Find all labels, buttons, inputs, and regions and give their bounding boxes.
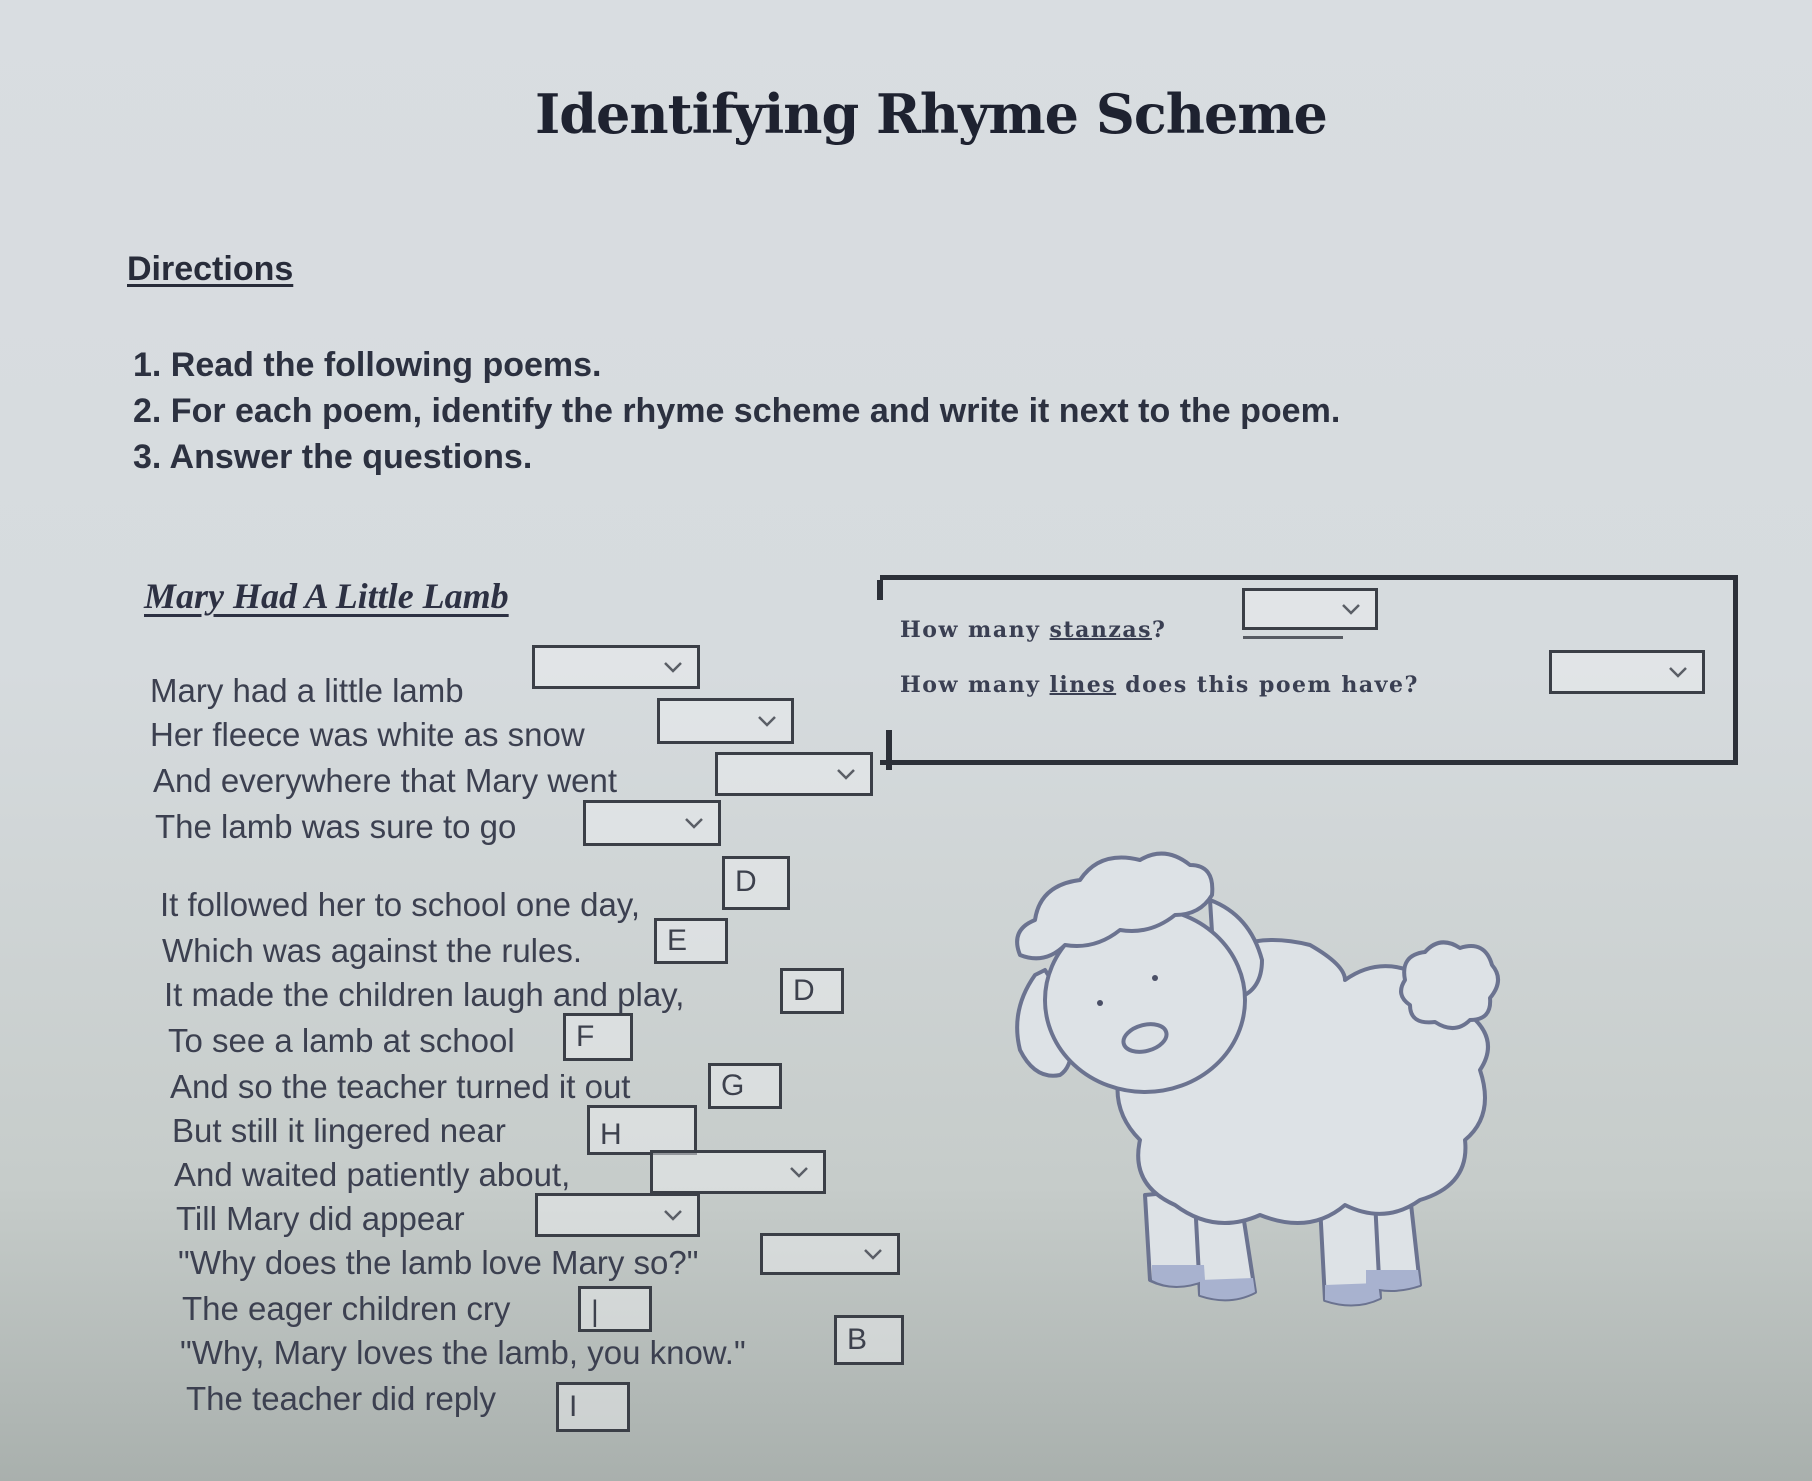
poem-line: Her fleece was white as snow [150, 716, 585, 753]
poem-line: It followed her to school one day, [160, 886, 641, 923]
rhyme-answer-box[interactable]: | [578, 1286, 652, 1332]
answer-blank-line [1243, 636, 1343, 639]
chevron-down-icon [1341, 603, 1361, 615]
question-text: How many [900, 617, 1050, 643]
rhyme-answer-box[interactable]: D [722, 856, 790, 910]
rhyme-dropdown[interactable] [532, 645, 700, 689]
chevron-down-icon [1668, 666, 1688, 678]
rhyme-dropdown[interactable] [715, 752, 873, 796]
chevron-down-icon [863, 1248, 883, 1260]
direction-item: 2. For each poem, identify the rhyme scheme and write it next to the poem. [133, 392, 1341, 430]
rhyme-answer-box[interactable]: E [654, 918, 728, 964]
poem-line: And everywhere that Mary went [153, 762, 618, 799]
poem-line: Till Mary did appear [176, 1200, 465, 1237]
question-text: does this poem have? [1116, 672, 1419, 698]
rhyme-answer-box[interactable]: I [556, 1382, 630, 1432]
rhyme-answer-box[interactable]: F [563, 1013, 633, 1061]
poem-line: And so the teacher turned it out [170, 1068, 631, 1105]
rhyme-answer-box[interactable]: D [780, 968, 844, 1014]
rhyme-dropdown[interactable] [657, 698, 794, 744]
poem-line: To see a lamb at school [168, 1022, 515, 1059]
page-title: Identifying Rhyme Scheme [535, 82, 1327, 146]
rhyme-answer-box[interactable]: H [587, 1105, 697, 1155]
rhyme-dropdown[interactable] [583, 800, 721, 846]
chevron-down-icon [836, 768, 856, 780]
lamb-icon [1000, 840, 1600, 1340]
rhyme-answer-box[interactable]: B [834, 1315, 904, 1365]
box-border-fragment [877, 580, 883, 600]
rhyme-dropdown[interactable] [760, 1233, 900, 1275]
poem-line: The teacher did reply [186, 1380, 497, 1417]
question-text: How many [900, 672, 1050, 698]
rhyme-dropdown[interactable] [650, 1150, 826, 1194]
poem-line: The eager children cry [182, 1290, 511, 1327]
chevron-down-icon [663, 661, 683, 673]
directions-heading: Directions [127, 250, 294, 288]
poem-line: "Why, Mary loves the lamb, you know." [180, 1334, 746, 1371]
stanzas-dropdown[interactable] [1242, 588, 1378, 630]
question-stanzas [900, 617, 1166, 643]
lines-dropdown[interactable] [1549, 650, 1705, 694]
poem-line: Which was against the rules. [162, 932, 583, 969]
question-keyword: stanzas [1049, 617, 1152, 643]
chevron-down-icon [789, 1166, 809, 1178]
directions-list [133, 342, 1340, 480]
poem-line: But still it lingered near [172, 1112, 506, 1149]
poem-line: Mary had a little lamb [150, 672, 464, 709]
rhyme-answer-box[interactable]: G [708, 1063, 782, 1109]
question-keyword: lines [1049, 672, 1117, 698]
poem-line: And waited patiently about, [174, 1156, 571, 1193]
poem-line: It made the children laugh and play, [164, 976, 685, 1013]
rhyme-dropdown[interactable] [535, 1193, 700, 1237]
box-border-fragment [886, 730, 892, 770]
poem-line: The lamb was sure to go [155, 808, 517, 845]
chevron-down-icon [684, 817, 704, 829]
direction-item: 3. Answer the questions. [133, 438, 533, 476]
chevron-down-icon [663, 1209, 683, 1221]
direction-item: 1. Read the following poems. [133, 346, 602, 384]
question-text: ? [1151, 617, 1167, 643]
chevron-down-icon [757, 715, 777, 727]
poem-line: "Why does the lamb love Mary so?" [178, 1244, 699, 1281]
poem-title: Mary Had A Little Lamb [144, 576, 509, 616]
question-lines [900, 672, 1419, 698]
